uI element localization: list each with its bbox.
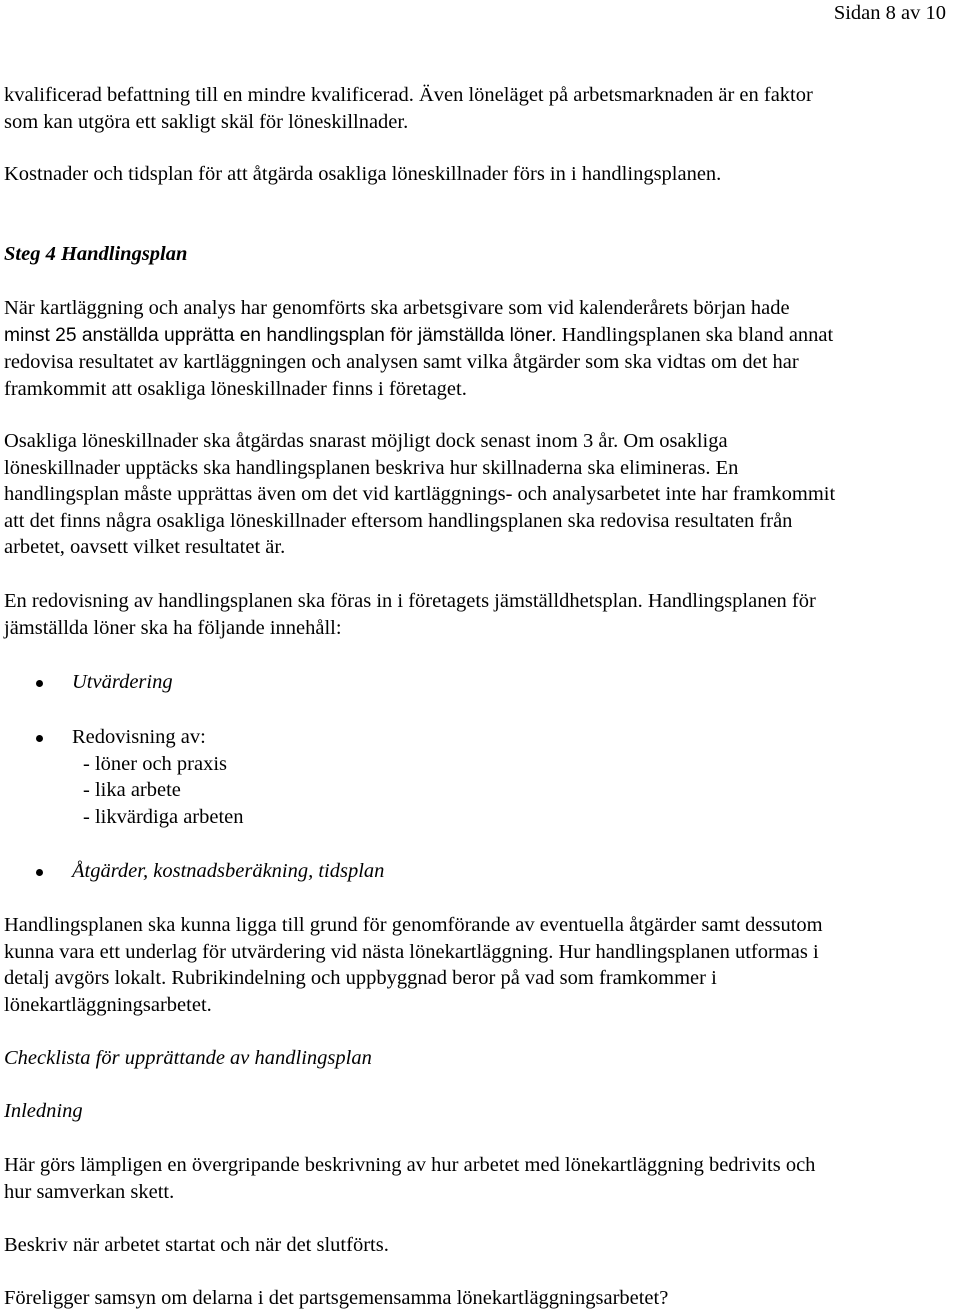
list-item-label: Åtgärder, kostnadsberäkning, tidsplan <box>72 860 385 882</box>
text-line: Kostnader och tidsplan för att åtgärda osakliga löneskillnader förs in i handlingsplanen. <box>4 163 722 185</box>
text-line: att det finns några osakliga löneskillnader eftersom handlingsplanen ska redovisa resultaten från <box>4 509 793 532</box>
checklist-heading: Checklista för upprättande av handlingsplan <box>4 1047 372 1069</box>
list-item-label: Utvärdering <box>72 671 173 693</box>
text-line: lönekartläggningsarbetet. <box>4 993 212 1016</box>
text-line: detalj avgörs lokalt. Rubrikindelning och uppbyggnad beror på vad som framkommer i <box>4 967 717 990</box>
text-line: kunna vara ett underlag för utvärdering vid nästa lönekartläggning. Hur handlingsplanen utformas i <box>4 940 819 963</box>
text-line: En redovisning av handlingsplanen ska föras in i företagets jämställdhetsplan. Handlingsplanen för <box>4 590 816 612</box>
sub-list-item: - likvärdiga arbeten <box>83 805 244 828</box>
page-indicator: Sidan 8 av 10 <box>833 2 946 24</box>
text-line: hur samverkan skett. <box>4 1180 175 1203</box>
checklist-paragraph-3 <box>4 1285 956 1312</box>
introduction-heading: Inledning <box>4 1100 83 1122</box>
checklist-paragraph-2 <box>4 1232 956 1259</box>
closing-paragraph <box>4 912 956 1018</box>
text-line: Här görs lämpligen en övergripande beskrivning av hur arbetet med lönekartläggning bedrivits och <box>4 1154 816 1176</box>
text-line <box>4 322 956 350</box>
text-line: framkommit att osakliga löneskillnader finns i företaget. <box>4 377 467 400</box>
text-span: minst 25 anställda upprätta en handlingsplan för jämställda löner. <box>4 324 557 346</box>
bullet-icon <box>36 735 43 742</box>
bullet-icon <box>36 680 43 687</box>
intro-paragraph <box>4 82 956 135</box>
text-line: Beskriv när arbetet startat och när det slutförts. <box>4 1234 389 1256</box>
sub-list-item: - löner och praxis <box>83 752 228 775</box>
text-line: När kartläggning och analys har genomförts ska arbetsgivare som vid kalenderårets början hade <box>4 297 790 319</box>
step4-paragraph-2 <box>4 428 956 561</box>
sub-list-item: - lika arbete <box>83 779 181 802</box>
list-item-content <box>72 724 244 830</box>
costs-paragraph <box>4 161 956 188</box>
text-line: Föreligger samsyn om delarna i det partsgemensamma lönekartläggningsarbetet? <box>4 1287 669 1309</box>
text-span: Handlingsplanen ska bland annat <box>556 323 834 346</box>
bullet-icon <box>36 869 43 876</box>
text-line: löneskillnader upptäcks ska handlingsplanen beskriva hur skillnaderna ska elimineras. En <box>4 456 739 479</box>
step4-heading: Steg 4 Handlingsplan <box>4 243 188 265</box>
step4-paragraph-3 <box>4 588 956 641</box>
text-line: som kan utgöra ett sakligt skäl för löneskillnader. <box>4 110 409 133</box>
text-line: arbetet, oavsett vilket resultatet är. <box>4 536 286 559</box>
text-line: handlingsplan måste upprättas även om det vid kartläggnings- och analysarbetet inte har framkommit <box>4 483 836 506</box>
text-line: kvalificerad befattning till en mindre kvalificerad. Även löneläget på arbetsmarknaden är en faktor <box>4 84 813 106</box>
text-line: redovisa resultatet av kartläggningen och analysen samt vilka åtgärder som ska vidtas om det har <box>4 351 799 374</box>
text-line: jämställda löner ska ha följande innehåll: <box>4 616 342 639</box>
text-line: Handlingsplanen ska kunna ligga till grund för genomförande av eventuella åtgärder samt dessutom <box>4 914 823 936</box>
step4-paragraph-1 <box>4 295 956 402</box>
list-item-label: Redovisning av: <box>72 726 206 748</box>
text-line: Osakliga löneskillnader ska åtgärdas snarast möjligt dock senast inom 3 år. Om osakliga <box>4 430 728 452</box>
checklist-paragraph-1 <box>4 1152 956 1205</box>
